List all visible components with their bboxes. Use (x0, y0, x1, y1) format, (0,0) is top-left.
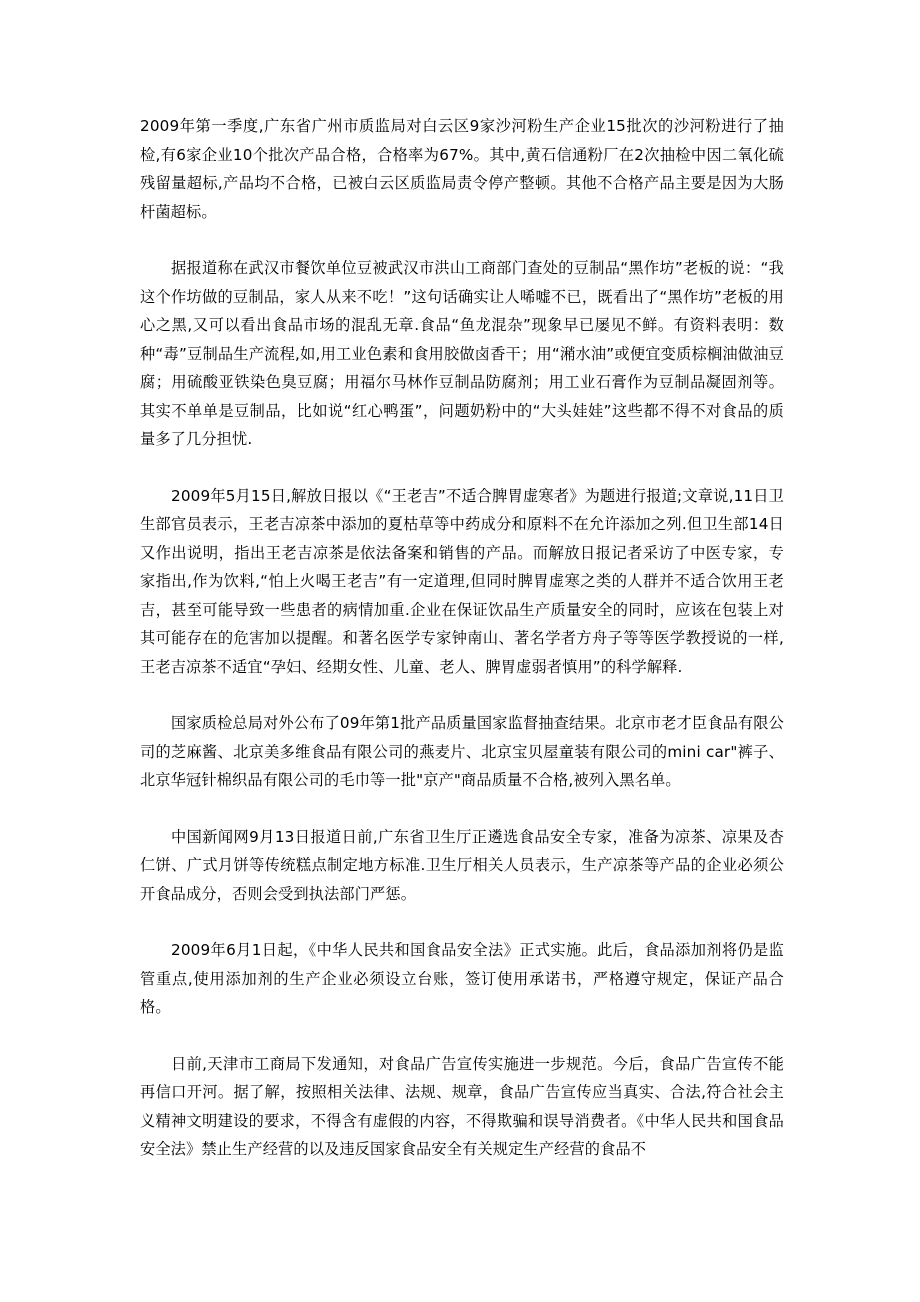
paragraph-food-safety-law: 2009年6月1日起，《中华人民共和国食品安全法》正式实施。此后，食品添加剂将仍是监管重点,使用添加剂的生产企业必须设立台账，签订使用承诺书，严格遵守规定，保证产品合格。 (140, 941, 784, 1016)
paragraph-wanglaoji-report: 2009年5月15日,解放日报以《“王老吉”不适合脾胃虚寒者》为题进行报道;文章说,11日卫生部官员表示，王老吉凉茶中添加的夏枯草等中药成分和原料不在允许添加之列.但卫生部14日又作出说明，指出王老吉凉茶是依法备案和销售的产品。而解放日报记者采访了中医专家，专家指出,作为饮料,“怕上火喝王老吉”有一定道理,但同时脾胃虚寒之类的人群并不适合饮用王老吉，甚至可能导致一些患者的病情加重.企业在保证饮品生产质量安全的同时，应该在包装上对其可能存在的危害加以提醒。和著名医学专家钟南山、著名学者方舟子等等医学教授说的一样,王老吉凉茶不适宜“孕妇、经期女性、儿童、老人、脾胃虚弱者慎用”的科学解释. (140, 486, 784, 676)
document-body (140, 112, 784, 1192)
paragraph-guangdong-standards: 中国新闻网9月13日报道日前,广东省卫生厅正遴选食品安全专家，准备为凉茶、凉果及杏仁饼、广式月饼等传统糕点制定地方标准.卫生厅相关人员表示，生产凉茶等产品的企业必须公开食品成分，否则会受到执法部门严惩。 (140, 827, 784, 903)
paragraph-tianjin-advertising: 日前,天津市工商局下发通知，对食品广告宣传实施进一步规范。今后，食品广告宣传不能再信口开河。据了解，按照相关法律、法规、规章，食品广告宣传应当真实、合法,符合社会主义精神文明建设的要求，不得含有虚假的内容，不得欺骗和误导消费者。《中华人民共和国食品安全法》禁止生产经营的以及违反国家食品安全有关规定生产经营的食品不 (140, 1054, 784, 1158)
paragraph-shahe-noodle-inspection: 2009年第一季度,广东省广州市质监局对白云区9家沙河粉生产企业15批次的沙河粉进行了抽检,有6家企业10个批次产品合格，合格率为67%。其中,黄石信通粉厂在2次抽检中因二氧化硫残留量超标,产品均不合格，已被白云区质监局责令停产整顿。其他不合格产品主要是因为大肠杆菌超标。 (140, 117, 784, 221)
paragraph-quality-inspection-blacklist: 国家质检总局对外公布了09年第1批产品质量国家监督抽查结果。北京市老才臣食品有限公司的芝麻酱、北京美多维食品有限公司的燕麦片、北京宝贝屋童装有限公司的mini car"裤子、北京华冠针棉织品有限公司的毛巾等一批"京产"商品质量不合格,被列入黑名单。 (140, 714, 784, 789)
paragraph-black-workshop-tofu: 据报道称在武汉市餐饮单位豆被武汉市洪山工商部门查处的豆制品“黑作坊”老板的说：“我这个作坊做的豆制品，家人从来不吃！”这句话确实让人唏嘘不已，既看出了“黑作坊”老板的用心之黑,又可以看出食品市场的混乱无章.食品“鱼龙混杂”现象早已屡见不鲜。有资料表明：数种“毒”豆制品生产流程,如,用工业色素和食用胶做卤香干；用“潲水油”或便宜变质棕榈油做油豆腐；用硫酸亚铁染色臭豆腐；用福尔马林作豆制品防腐剂；用工业石膏作为豆制品凝固剂等。其实不单单是豆制品，比如说“红心鸭蛋”，问题奶粉中的“大头娃娃”这些都不得不对食品的质量多了几分担忧. (140, 259, 784, 448)
